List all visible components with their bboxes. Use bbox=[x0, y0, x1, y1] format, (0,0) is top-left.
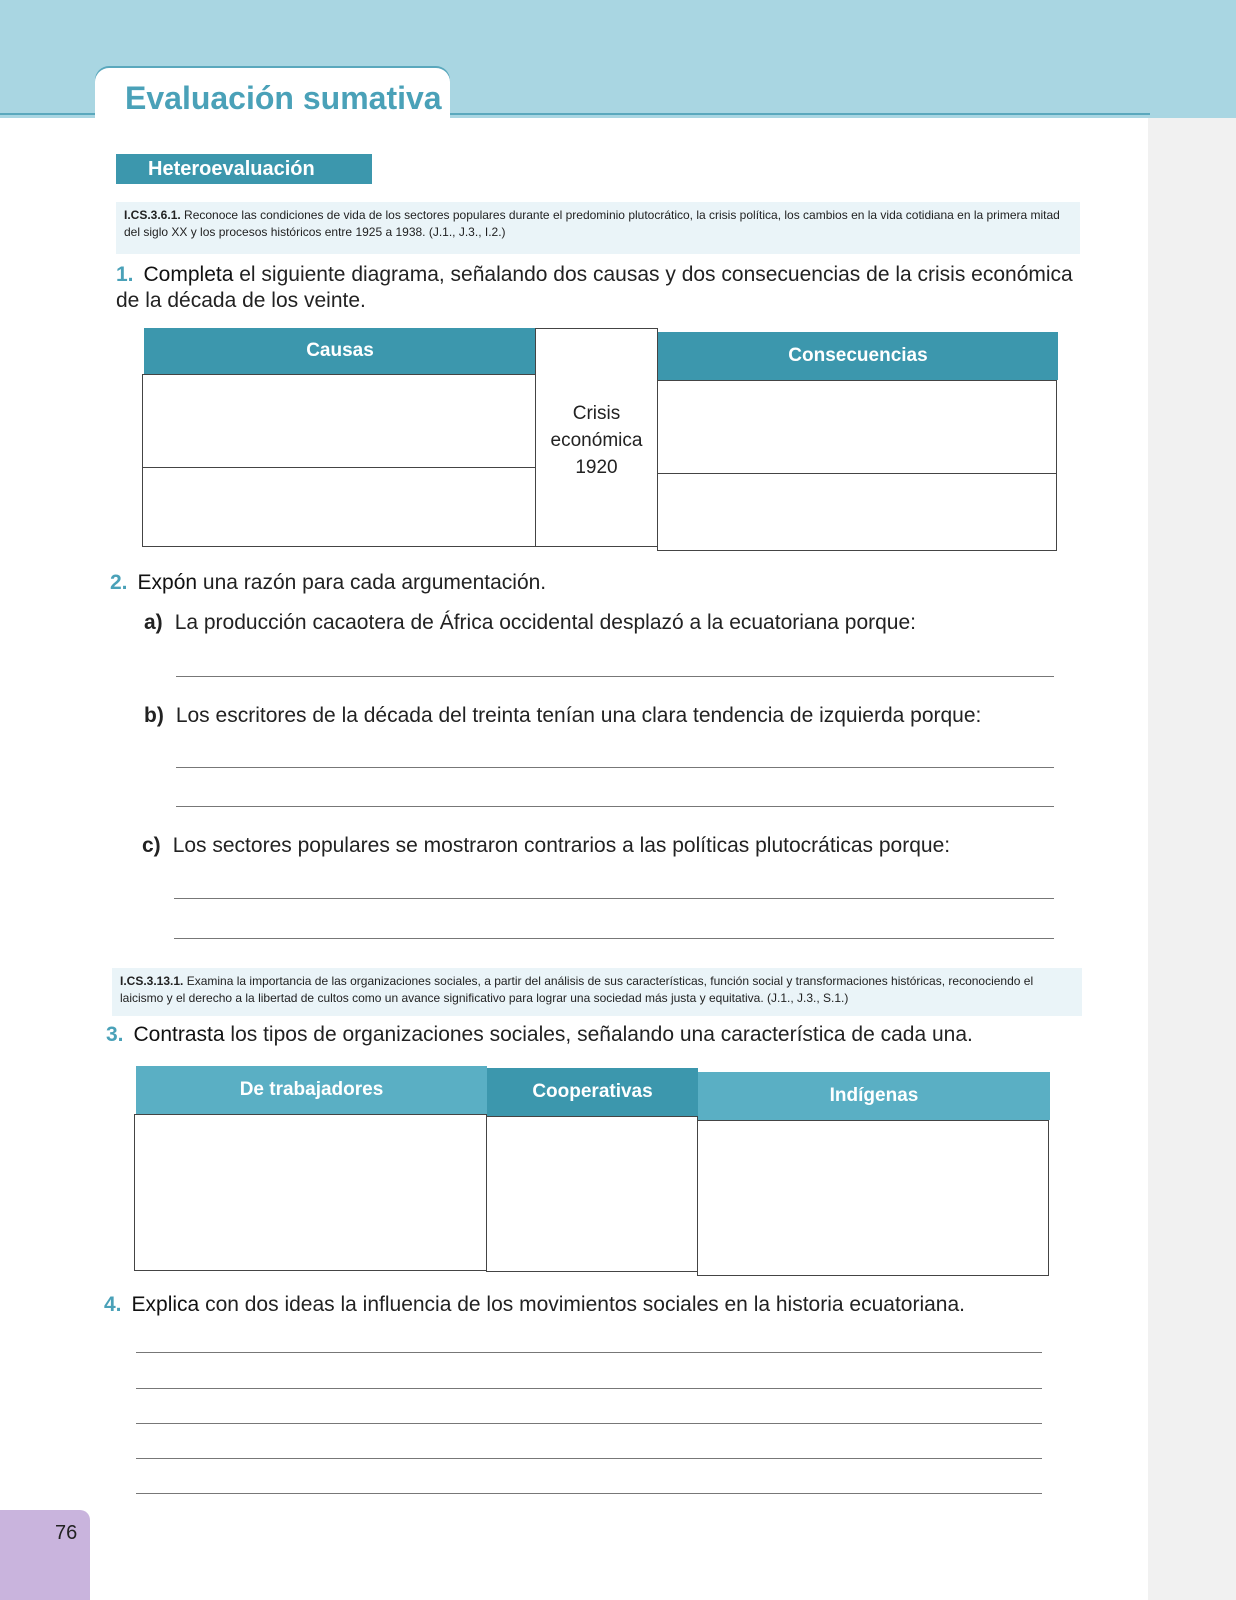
criterion-1 bbox=[116, 202, 1080, 254]
subquestion-c bbox=[142, 833, 1062, 859]
answer-line-c1[interactable] bbox=[174, 898, 1054, 899]
center-line-3: 1920 bbox=[575, 457, 618, 478]
subquestion-c-text: Los sectores populares se mostraron contrarios a las políticas plutocráticas porque: bbox=[172, 834, 951, 857]
indigenous-cell[interactable] bbox=[697, 1120, 1049, 1276]
center-label bbox=[535, 400, 658, 481]
center-line-2: económica bbox=[550, 430, 643, 451]
criterion-2-code: I.CS.3.13.1. bbox=[120, 974, 184, 988]
answer-line-b1[interactable] bbox=[176, 767, 1054, 768]
question-4-text: con dos ideas la influencia de los movimientos sociales en la historia ecuatoriana. bbox=[205, 1293, 965, 1316]
col-header-indigenous: Indígenas bbox=[698, 1072, 1050, 1120]
subquestion-a-letter: a) bbox=[144, 611, 163, 634]
question-4-number: 4. bbox=[104, 1293, 122, 1316]
answer-line-b2[interactable] bbox=[176, 806, 1054, 807]
question-3-lead: Contrasta bbox=[133, 1023, 225, 1046]
consequences-header: Consecuencias bbox=[658, 332, 1058, 380]
question-3-number: 3. bbox=[106, 1023, 124, 1046]
answer-line-4-5[interactable] bbox=[136, 1493, 1042, 1494]
causes-header: Causas bbox=[144, 328, 536, 374]
answer-line-4-4[interactable] bbox=[136, 1458, 1042, 1459]
page-title: Evaluación sumativa bbox=[125, 80, 442, 116]
subquestion-a-text: La producción cacaotera de África occidental desplazó a la ecuatoriana porque: bbox=[174, 611, 917, 634]
answer-line-4-2[interactable] bbox=[136, 1388, 1042, 1389]
subquestion-c-letter: c) bbox=[142, 834, 161, 857]
subquestion-b-text: Los escritores de la década del treinta tenían una clara tendencia de izquierda porque: bbox=[175, 704, 982, 727]
answer-line-a1[interactable] bbox=[176, 676, 1054, 677]
question-1 bbox=[116, 262, 1076, 314]
question-2-lead: Expón bbox=[137, 571, 198, 594]
page-number-tab bbox=[0, 1510, 90, 1600]
question-3-text: los tipos de organizaciones sociales, señalando una característica de cada una. bbox=[230, 1023, 973, 1046]
subquestion-b-letter: b) bbox=[144, 704, 164, 727]
criterion-2-text: Examina la importancia de las organizaciones sociales, a partir del análisis de sus características, función social y transformaciones históricas, reconociendo el laicismo y el derecho a la libertad de cultos como un avance significativo para lograr una sociedad más justa y equitativa. (J.1., J.3., S.1.) bbox=[120, 974, 1034, 1005]
answer-line-4-3[interactable] bbox=[136, 1423, 1042, 1424]
question-2 bbox=[110, 570, 1070, 596]
cooperatives-cell[interactable] bbox=[486, 1116, 698, 1272]
question-1-number: 1. bbox=[116, 263, 134, 286]
criterion-2 bbox=[112, 968, 1082, 1016]
cause-cell-1[interactable] bbox=[142, 374, 536, 468]
page-number: 76 bbox=[55, 1522, 78, 1544]
answer-line-c2[interactable] bbox=[174, 938, 1054, 939]
center-line-1: Crisis bbox=[572, 403, 621, 424]
workers-cell[interactable] bbox=[134, 1114, 487, 1271]
subquestion-a bbox=[144, 610, 1064, 636]
col-header-cooperatives: Cooperativas bbox=[487, 1068, 698, 1116]
col-header-workers: De trabajadores bbox=[136, 1066, 487, 1114]
question-1-lead: Completa bbox=[143, 263, 234, 286]
question-2-number: 2. bbox=[110, 571, 128, 594]
consequence-cell-2[interactable] bbox=[657, 473, 1057, 551]
criterion-1-text: Reconoce las condiciones de vida de los sectores populares durante el predominio plutocrático, la crisis política, los cambios en la vida cotidiana en la primera mitad del siglo XX y los procesos históricos entre 1925 a 1938. (J.1., J.3., I.2.) bbox=[124, 208, 1060, 239]
question-4 bbox=[104, 1292, 1064, 1318]
question-1-text: el siguiente diagrama, señalando dos causas y dos consecuencias de la crisis económica de la década de los veinte. bbox=[116, 263, 1073, 312]
section-label: Heteroevaluación bbox=[148, 158, 315, 180]
consequence-cell-1[interactable] bbox=[657, 380, 1057, 474]
answer-line-4-1[interactable] bbox=[136, 1352, 1042, 1353]
title-tab bbox=[95, 68, 450, 130]
page-margin bbox=[1148, 118, 1236, 1600]
question-2-text: una razón para cada argumentación. bbox=[202, 571, 547, 594]
question-4-lead: Explica bbox=[131, 1293, 200, 1316]
criterion-1-code: I.CS.3.6.1. bbox=[124, 208, 181, 222]
subquestion-b bbox=[144, 703, 1064, 729]
cause-cell-2[interactable] bbox=[142, 467, 536, 547]
question-3 bbox=[106, 1022, 1066, 1048]
section-label-box bbox=[116, 154, 372, 184]
